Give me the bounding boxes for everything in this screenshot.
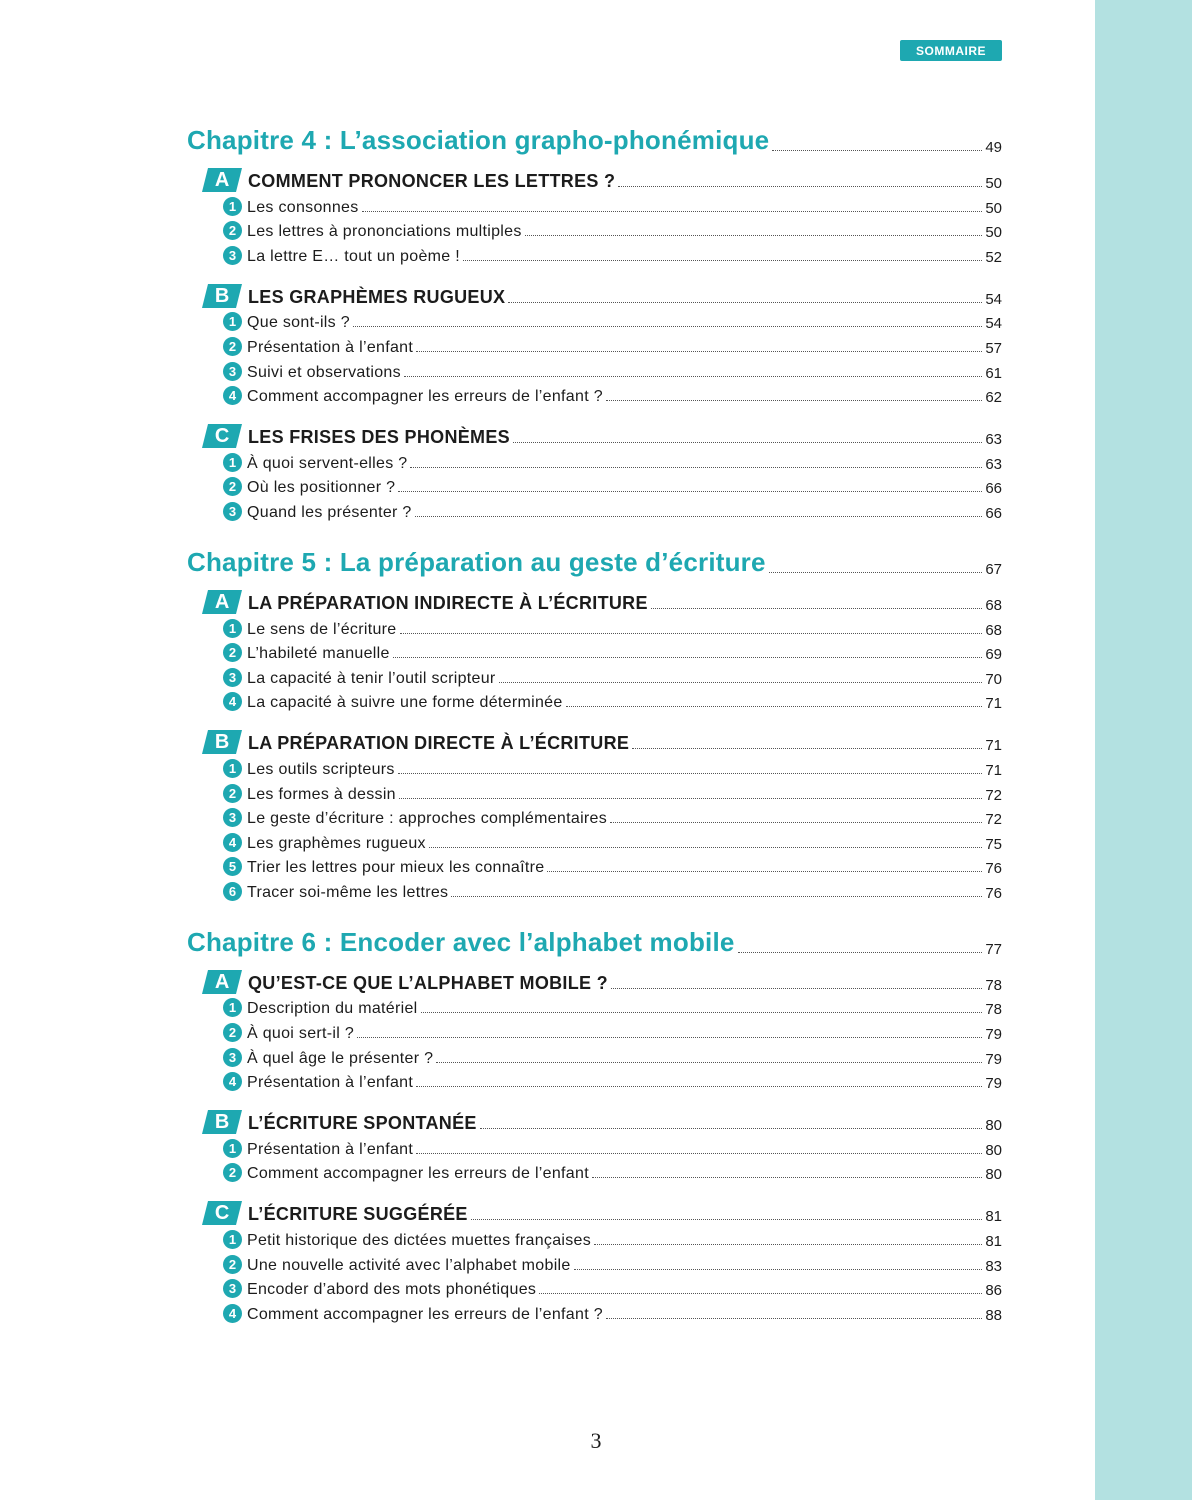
dot-leader [410,467,982,468]
number-bullet-icon: 1 [223,312,242,331]
section-letter-badge [202,424,242,448]
dot-leader [499,682,983,683]
subsection-title: Le sens de l’écriture [247,620,397,638]
number-bullet-icon: 2 [223,337,242,356]
subsection-entry[interactable] [223,1159,1002,1184]
section-block [187,278,1002,406]
dot-leader [353,326,982,327]
subsection-title: Les outils scripteurs [247,760,395,778]
section-entry[interactable] [205,278,1002,308]
subsection-entry[interactable] [223,1250,1002,1275]
subsection-entry[interactable] [223,639,1002,664]
number-bullet-icon: 5 [223,857,242,876]
page-ref: 57 [985,339,1002,357]
dot-leader [547,871,982,872]
chapter-title: Chapitre 6 : Encoder avec l’alphabet mobile [187,926,735,957]
subsection-title: Tracer soi-même les lettres [247,883,449,901]
page-ref: 68 [985,596,1002,614]
page-ref: 49 [985,139,1002,156]
section-title: L’ÉCRITURE SUGGÉRÉE [248,1204,468,1225]
section-block [187,418,1002,522]
page-ref: 81 [985,1208,1002,1226]
section-entry[interactable] [205,964,1002,994]
subsection-title: Comment accompagner les erreurs de l’enfant [247,1165,589,1183]
subsection-entry[interactable] [223,877,1002,902]
section-block [187,1195,1002,1323]
subsection-entry[interactable] [223,688,1002,713]
subsection-title: Les consonnes [247,198,359,216]
section-entry[interactable] [205,418,1002,448]
dot-leader [525,235,983,236]
number-bullet-icon: 4 [223,833,242,852]
page-number: 3 [590,1428,602,1453]
section-entry[interactable] [205,1195,1002,1225]
section-block [187,724,1002,902]
section-letter: B [214,1110,230,1133]
page-ref: 66 [985,480,1002,498]
dot-leader [769,572,983,573]
number-bullet-icon: 3 [223,246,242,265]
page-ref: 75 [985,835,1002,853]
subsection-title: Comment accompagner les erreurs de l’enfant ? [247,1305,603,1323]
section-block [187,1104,1002,1183]
page-ref: 86 [985,1282,1002,1300]
subsection-entry[interactable] [223,448,1002,473]
number-bullet-icon: 4 [223,1304,242,1323]
subsection-title: À quoi servent-elles ? [247,454,408,472]
subsection-title: Comment accompagner les erreurs de l’enfant ? [247,388,603,406]
dot-leader [429,847,982,848]
subsection-entry[interactable] [223,1275,1002,1300]
subsection-title: Le geste d’écriture : approches complémentaires [247,810,608,828]
page-ref: 79 [985,1075,1002,1093]
page-ref: 88 [985,1306,1002,1324]
subsection-entry[interactable] [223,382,1002,407]
section-entry[interactable] [205,162,1002,192]
page-ref: 52 [985,248,1002,266]
page-ref: 71 [985,737,1002,755]
number-bullet-icon: 1 [223,197,242,216]
subsection-title: Où les positionner ? [247,479,396,497]
section-letter: A [214,168,230,191]
section-letter: B [214,730,230,753]
number-bullet-icon: 3 [223,668,242,687]
section-letter: A [214,970,230,993]
subsection-title: Encoder d’abord des mots phonétiques [247,1281,537,1299]
number-bullet-icon: 2 [223,477,242,496]
number-bullet-icon: 2 [223,1163,242,1182]
dot-leader [651,608,983,609]
page-ref: 72 [985,786,1002,804]
subsection-title: Petit historique des dictées muettes françaises [247,1232,592,1250]
chapter-block [187,112,1002,522]
page-ref: 50 [985,199,1002,217]
dot-leader [362,211,983,212]
dot-leader [357,1037,982,1038]
chapter-entry[interactable] [187,914,1002,958]
chapter-block [187,914,1002,1324]
section-title: COMMENT PRONONCER LES LETTRES ? [248,171,616,191]
dot-leader [416,351,982,352]
section-title: LES FRISES DES PHONÈMES [248,427,510,448]
subsection-title: Que sont-ils ? [247,314,350,332]
page-ref: 77 [985,940,1002,958]
dot-leader [421,1012,983,1013]
section-block [187,162,1002,266]
number-bullet-icon: 2 [223,643,242,662]
page-ref: 50 [985,224,1002,242]
section-entry[interactable] [205,584,1002,614]
subsection-entry[interactable] [223,1134,1002,1159]
page-ref: 68 [985,621,1002,639]
section-letter: C [214,1201,230,1224]
dot-leader [738,952,983,953]
number-bullet-icon: 2 [223,1023,242,1042]
page-ref: 62 [985,389,1002,407]
chapter-title: Chapitre 4 : L’association grapho-phonémique [187,125,770,155]
subsection-title: À quel âge le présenter ? [247,1049,434,1067]
chapter-block [187,534,1002,902]
subsection-title: Présentation à l’enfant [247,1074,414,1092]
dot-leader [398,491,982,492]
page-ref: 76 [985,860,1002,878]
subsection-entry[interactable] [223,192,1002,217]
dot-leader [566,706,983,707]
subsection-entry[interactable] [223,1068,1002,1093]
number-bullet-icon: 1 [223,1230,242,1249]
page-ref: 78 [985,1001,1002,1019]
chapter-entry[interactable] [187,534,1002,578]
subsection-entry[interactable] [223,308,1002,333]
subsection-title: À quoi sert-il ? [247,1025,355,1043]
subsection-entry[interactable] [223,332,1002,357]
dot-leader [463,260,982,261]
number-bullet-icon: 3 [223,502,242,521]
section-title: LES GRAPHÈMES RUGUEUX [248,286,506,307]
section-title: LA PRÉPARATION INDIRECTE À L’ÉCRITURE [248,592,648,613]
page-ref: 61 [985,364,1002,382]
subsection-title: Trier les lettres pour mieux les connaître [247,859,545,877]
page-ref: 70 [985,670,1002,688]
number-bullet-icon: 1 [223,759,242,778]
subsection-entry[interactable] [223,473,1002,498]
section-letter-badge [202,1110,242,1134]
number-bullet-icon: 1 [223,998,242,1017]
dot-leader [610,822,982,823]
dot-leader [471,1219,983,1220]
side-color-band [1095,0,1192,1500]
dot-leader [592,1177,982,1178]
page-ref: 80 [985,1117,1002,1135]
subsection-entry[interactable] [223,497,1002,522]
subsection-entry[interactable] [223,804,1002,829]
dot-leader [480,1128,983,1129]
number-bullet-icon: 1 [223,1139,242,1158]
dot-leader [772,150,982,151]
page-ref: 71 [985,761,1002,779]
dot-leader [451,896,982,897]
subsection-title: L’habileté manuelle [247,645,390,663]
section-letter: C [214,424,230,447]
number-bullet-icon: 2 [223,784,242,803]
number-bullet-icon: 6 [223,882,242,901]
subsection-title: La capacité à tenir l’outil scripteur [247,669,496,687]
table-of-contents [187,112,1002,1336]
subsection-title: Les lettres à prononciations multiples [247,223,522,241]
page-ref: 83 [985,1257,1002,1275]
page-ref: 76 [985,884,1002,902]
number-bullet-icon: 3 [223,808,242,827]
subsection-title: Description du matériel [247,1000,418,1018]
subsection-entry[interactable] [223,754,1002,779]
section-letter-badge [202,730,242,754]
page-ref: 71 [985,695,1002,713]
number-bullet-icon: 2 [223,221,242,240]
subsection-title: La capacité à suivre une forme déterminée [247,694,563,712]
page-ref: 54 [985,315,1002,333]
dot-leader [611,988,982,989]
chapter-title: Chapitre 5 : La préparation au geste d’écriture [187,546,766,577]
number-bullet-icon: 4 [223,386,242,405]
section-block [187,964,1002,1092]
page-ref: 54 [985,290,1002,308]
subsection-title: Les formes à dessin [247,785,396,803]
section-letter: A [214,590,230,613]
subsection-entry[interactable] [223,241,1002,266]
section-letter: B [214,284,230,307]
dot-leader [416,1153,982,1154]
number-bullet-icon: 1 [223,619,242,638]
number-bullet-icon: 1 [223,453,242,472]
dot-leader [399,798,982,799]
subsection-entry[interactable] [223,357,1002,382]
section-entry[interactable] [205,724,1002,754]
subsection-title: Suivi et observations [247,363,401,381]
subsection-title: La lettre E… tout un poème ! [247,247,460,265]
page-ref: 79 [985,1050,1002,1068]
number-bullet-icon: 2 [223,1255,242,1274]
page-ref: 80 [985,1166,1002,1184]
subsection-title: Présentation à l’enfant [247,1140,414,1158]
page-ref: 67 [985,560,1002,578]
number-bullet-icon: 3 [223,1279,242,1298]
page-ref: 66 [985,504,1002,522]
dot-leader [513,442,982,443]
dot-leader [574,1269,983,1270]
section-title: QU’EST-CE QUE L’ALPHABET MOBILE ? [248,972,608,993]
section-entry[interactable] [205,1104,1002,1134]
subsection-entry[interactable] [223,994,1002,1019]
dot-leader [415,516,983,517]
subsection-entry[interactable] [223,614,1002,639]
subsection-entry[interactable] [223,853,1002,878]
dot-leader [539,1293,982,1294]
dot-leader [594,1244,982,1245]
subsection-entry[interactable] [223,779,1002,804]
dot-leader [416,1086,982,1087]
section-title: L’ÉCRITURE SPONTANÉE [248,1113,477,1134]
subsection-entry[interactable] [223,1225,1002,1250]
dot-leader [400,633,983,634]
subsection-entry[interactable] [223,663,1002,688]
subsection-entry[interactable] [223,217,1002,242]
sommaire-badge: SOMMAIRE [900,40,1002,61]
subsection-entry[interactable] [223,1043,1002,1068]
subsection-entry[interactable] [223,1018,1002,1043]
page-ref: 63 [985,455,1002,473]
page-ref: 81 [985,1233,1002,1251]
subsection-title: Présentation à l’enfant [247,338,414,356]
subsection-title: Les graphèmes rugueux [247,834,426,852]
section-letter-badge [202,590,242,614]
page-ref: 79 [985,1026,1002,1044]
section-letter-badge [202,168,242,192]
number-bullet-icon: 3 [223,362,242,381]
dot-leader [393,657,983,658]
subsection-entry[interactable] [223,1299,1002,1324]
section-letter-badge [202,970,242,994]
section-letter-badge [202,1201,242,1225]
page-ref: 78 [985,976,1002,994]
dot-leader [508,302,982,303]
chapter-entry[interactable] [187,112,1002,156]
dot-leader [632,748,982,749]
page-ref: 72 [985,811,1002,829]
page-ref: 69 [985,646,1002,664]
section-block [187,584,1002,712]
number-bullet-icon: 4 [223,1072,242,1091]
page-ref: 63 [985,431,1002,449]
dot-leader [436,1062,982,1063]
section-title: LA PRÉPARATION DIRECTE À L’ÉCRITURE [248,733,630,754]
number-bullet-icon: 4 [223,692,242,711]
number-bullet-icon: 3 [223,1048,242,1067]
dot-leader [398,773,983,774]
dot-leader [606,1318,982,1319]
page-ref: 80 [985,1141,1002,1159]
subsection-title: Une nouvelle activité avec l’alphabet mobile [247,1256,571,1274]
dot-leader [618,186,982,187]
subsection-title: Quand les présenter ? [247,503,412,521]
dot-leader [606,400,982,401]
subsection-entry[interactable] [223,828,1002,853]
section-letter-badge [202,284,242,308]
dot-leader [404,376,982,377]
page-ref: 50 [985,175,1002,192]
